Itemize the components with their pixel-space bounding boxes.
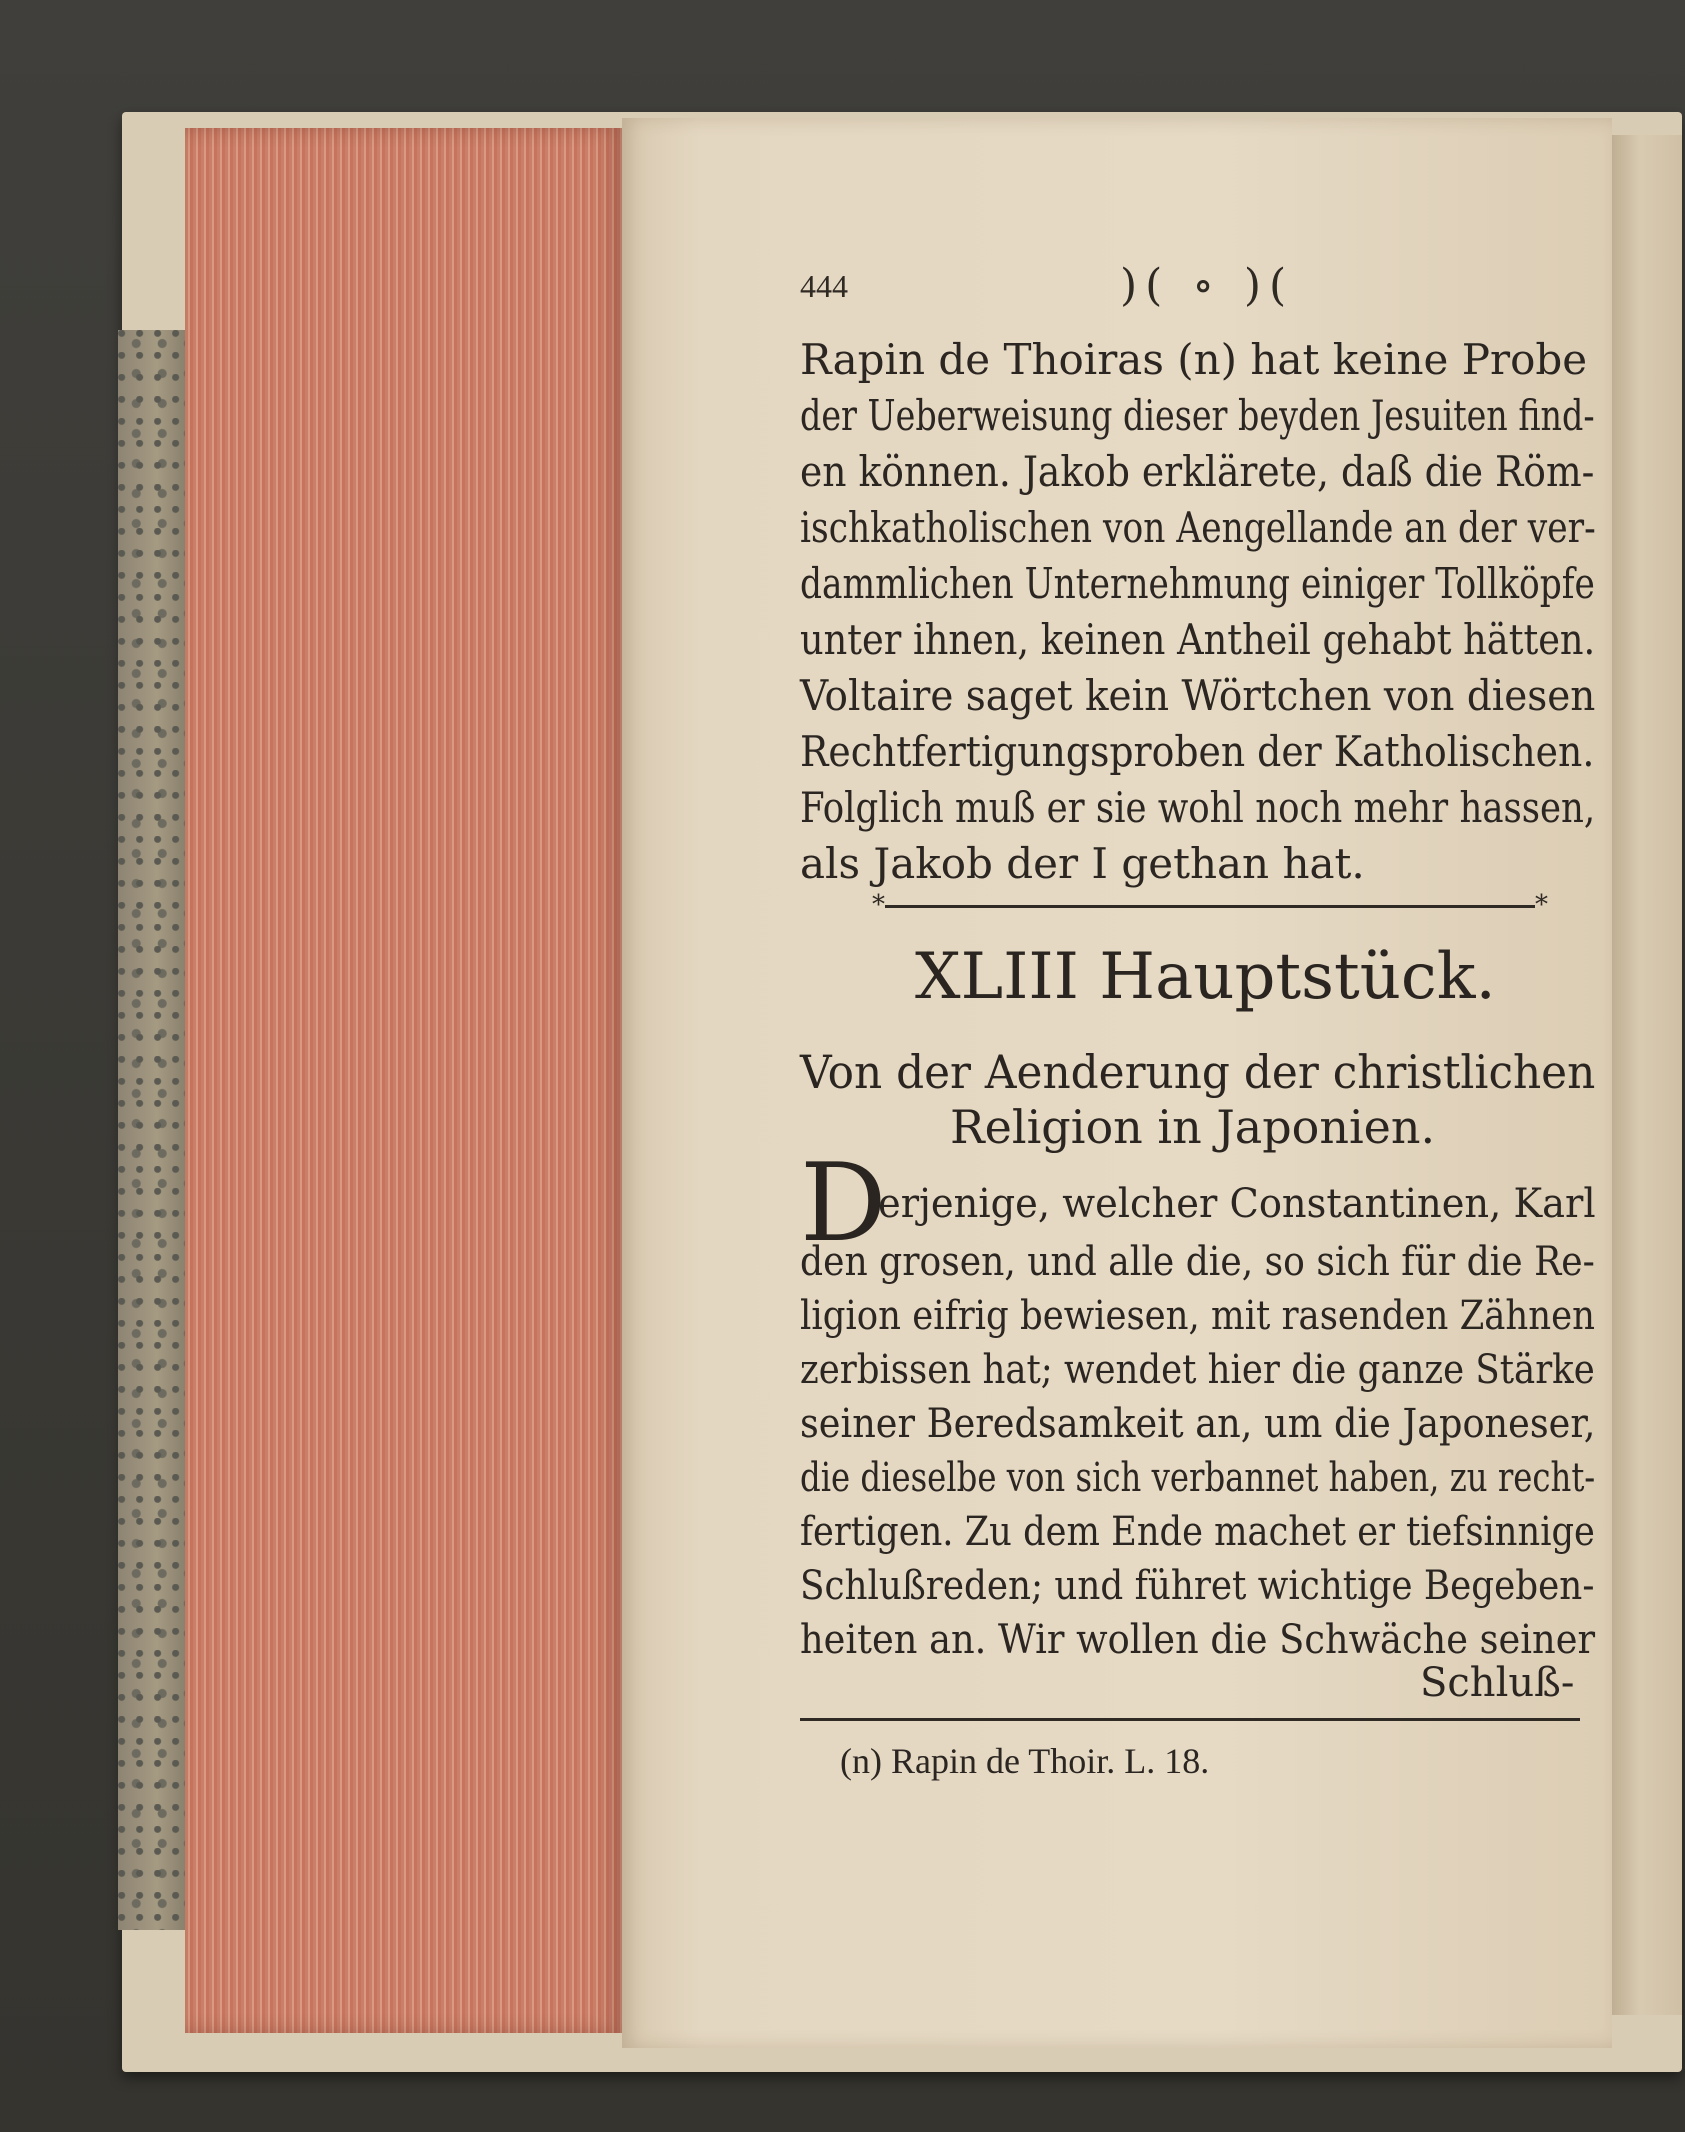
text-line: Schlußreden; und führet wichtige Begeben- <box>800 1563 1595 1609</box>
footnote: (n) Rapin de Thoir. L. 18. <box>840 1741 1210 1781</box>
chapter-subtitle-line-2: Religion in Japonien. <box>950 1100 1436 1154</box>
catchword: Schluß- <box>1420 1660 1575 1706</box>
text-line: erjenige, welcher Constantinen, Karl <box>878 1181 1596 1227</box>
page-number: 444 <box>800 268 848 304</box>
facing-page-edge <box>1612 135 1682 2015</box>
header-ornament: )( ∘ )( <box>1120 260 1295 311</box>
drop-cap: D <box>800 1141 887 1266</box>
text-line: ischkatholischen von Aengellande an der ver- <box>800 503 1596 552</box>
chapter-subtitle-line-1: Von der Aenderung der christlichen <box>800 1045 1596 1099</box>
text-line: den grosen, und alle die, so sich für die Re- <box>800 1239 1595 1285</box>
divider-star-left: * <box>872 890 885 920</box>
text-line: die dieselbe von sich verbannet haben, zu recht- <box>800 1455 1596 1501</box>
footnote-rule <box>800 1718 1580 1721</box>
text-line: Rapin de Thoiras (n) hat keine Probe <box>800 335 1588 384</box>
text-line: Voltaire saget kein Wörtchen von diesen <box>800 671 1596 720</box>
text-line: Folglich muß er sie wohl noch mehr hassen, <box>800 783 1596 832</box>
text-line: fertigen. Zu dem Ende machet er tiefsinnige <box>800 1509 1595 1555</box>
text-line: heiten an. Wir wollen die Schwäche seiner <box>800 1617 1596 1663</box>
text-line: dammlichen Unternehmung einiger Tollköpfe <box>800 559 1595 608</box>
text-line: der Ueberweisung dieser beyden Jesuiten find- <box>800 391 1595 440</box>
text-line: zerbissen hat; wendet hier die ganze Stärke <box>800 1347 1595 1393</box>
text-line: als Jakob der I gethan hat. <box>800 839 1365 888</box>
text-line: ligion eifrig bewiesen, mit rasenden Zähnen <box>800 1293 1595 1339</box>
divider-star-right: * <box>1535 890 1548 920</box>
text-line: unter ihnen, keinen Antheil gehabt hätten. <box>800 615 1596 664</box>
chapter-title: XLIII Hauptstück. <box>915 940 1496 1014</box>
page-edges <box>185 128 623 2033</box>
text-line: Rechtfertigungsproben der Katholischen. <box>800 727 1595 776</box>
page-header <box>800 260 1580 318</box>
chapter-divider <box>885 905 1535 908</box>
text-line: seiner Beredsamkeit an, um die Japoneser, <box>800 1401 1596 1447</box>
text-line: en können. Jakob erklärete, daß die Röm- <box>800 447 1595 496</box>
